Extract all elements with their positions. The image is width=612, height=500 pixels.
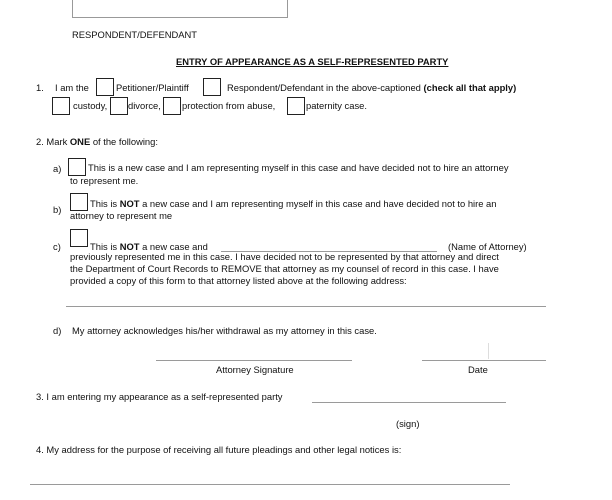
option-d-text: My attorney acknowledges his/her withdrawal as my attorney in this case.	[72, 325, 377, 336]
form-title: ENTRY OF APPEARANCE AS A SELF-REPRESENTED PARTY	[176, 56, 449, 67]
protection-checkbox[interactable]	[163, 97, 181, 115]
option-a-label: a)	[53, 163, 62, 174]
date-cursor-mark	[488, 343, 489, 359]
option-c-line2: previously represented me in this case. I have decided not to be represented by that attorney and direct	[70, 251, 499, 262]
address-line[interactable]	[30, 484, 510, 485]
custody-checkbox[interactable]	[52, 97, 70, 115]
option-a-text-cont: to represent me.	[70, 175, 139, 186]
protection-label: protection from abuse,	[182, 100, 276, 111]
paternity-label: paternity case.	[306, 100, 367, 111]
item4-text: 4. My address for the purpose of receiving all future pleadings and other legal notices is:	[36, 444, 402, 455]
item3-text: 3. I am entering my appearance as a self-represented party	[36, 391, 283, 402]
date-line[interactable]	[422, 360, 546, 361]
respondent-checkbox[interactable]	[203, 78, 221, 96]
respondent-label-text: Respondent/Defendant in the above-captioned (check all that apply)	[227, 82, 517, 93]
date-label: Date	[468, 364, 488, 375]
sign-label: (sign)	[396, 418, 420, 429]
option-b-text: This is NOT a new case and I am representing myself in this case and have decided not to hire an	[90, 198, 497, 209]
option-d-label: d)	[53, 325, 62, 336]
attorney-address-line[interactable]	[66, 306, 546, 307]
divorce-label: divorce,	[128, 100, 161, 111]
option-c-label: c)	[53, 241, 61, 252]
attorney-signature-line[interactable]	[156, 360, 352, 361]
option-a-text: This is a new case and I am representing myself in this case and have decided not to hire an attorney	[88, 162, 509, 173]
petitioner-label: Petitioner/Plaintiff	[116, 82, 189, 93]
divorce-checkbox[interactable]	[110, 97, 128, 115]
option-c-text: This is NOT a new case and	[90, 241, 208, 252]
custody-label: custody,	[73, 100, 108, 111]
option-b-label: b)	[53, 204, 62, 215]
item1-number: 1.	[36, 82, 44, 93]
option-c-line4: provided a copy of this form to that attorney listed above at the following address:	[70, 275, 407, 286]
item2-heading: 2. Mark ONE of the following:	[36, 136, 158, 147]
option-c-line3: the Department of Court Records to REMOVE that attorney as my counsel of record in this case. I have	[70, 263, 499, 274]
attorney-signature-label: Attorney Signature	[216, 364, 294, 375]
self-signature-line[interactable]	[312, 402, 506, 403]
option-c-checkbox[interactable]	[70, 229, 88, 247]
item1-i-am-the: I am the	[55, 82, 89, 93]
name-of-attorney-label: (Name of Attorney)	[448, 241, 527, 252]
respondent-label: RESPONDENT/DEFENDANT	[72, 29, 198, 40]
option-b-text-cont: attorney to represent me	[70, 210, 173, 221]
option-b-checkbox[interactable]	[70, 193, 88, 211]
paternity-checkbox[interactable]	[287, 97, 305, 115]
petitioner-checkbox[interactable]	[96, 78, 114, 96]
caption-field-box[interactable]	[72, 0, 288, 18]
option-a-checkbox[interactable]	[68, 158, 86, 176]
